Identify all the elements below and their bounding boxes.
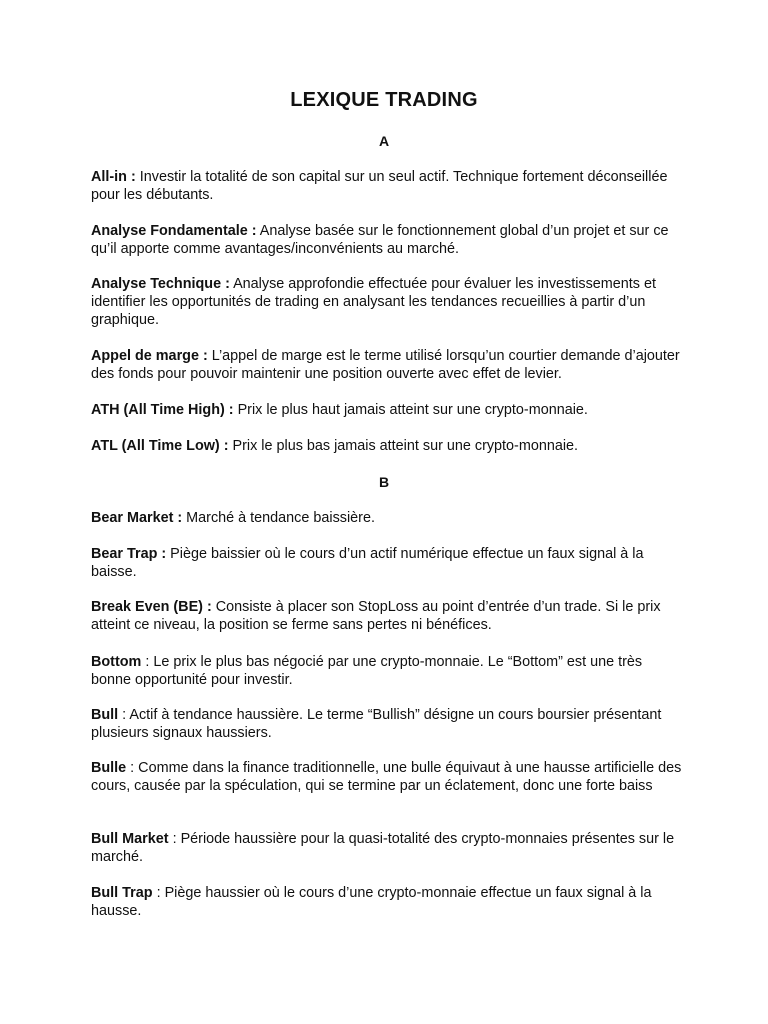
section-letter-b: B: [378, 474, 390, 490]
entry-definition: Investir la totalité de son capital sur un seul actif. Technique fortement déconseillée pour les débutants.: [91, 169, 668, 203]
document-title: LEXIQUE TRADING: [290, 89, 478, 111]
entry-definition: : Période haussière pour la quasi-totalité des crypto-monnaies présentes sur le marché.: [91, 831, 675, 865]
entry-all-in: [91, 168, 683, 204]
entry-definition: Analyse approfondie effectuée pour évaluer les investissements et identifier les opportunités de trading en analysant les tendances recueillies à partir d’un graphique.: [91, 276, 656, 328]
entry-definition: Marché à tendance baissière.: [182, 510, 375, 526]
entry-ath: [91, 401, 683, 419]
section-letter-a: A: [378, 133, 390, 149]
entry-definition: : Piège haussier où le cours d’une crypto-monnaie effectue un faux signal à la hausse.: [91, 885, 652, 919]
entry-term: Bulle: [91, 760, 127, 776]
entry-bottom: [91, 653, 683, 689]
entry-term: Bull Market: [91, 831, 169, 847]
entry-bull-market: [91, 830, 683, 866]
entry-definition: Prix le plus haut jamais atteint sur une crypto-monnaie.: [233, 402, 588, 418]
entry-term: All-in :: [91, 169, 136, 185]
entry-definition: : Comme dans la finance traditionnelle, une bulle équivaut à une hausse artificielle des cours, causée par la spéculation, qui se termine par un éclatement, donc une forte baiss: [91, 760, 682, 794]
entry-term: Break Even (BE) :: [91, 599, 212, 615]
entry-definition: L’appel de marge est le terme utilisé lorsqu’un courtier demande d’ajouter des fonds pour pouvoir maintenir une position ouverte avec effet de levier.: [91, 348, 680, 382]
entry-term: Bull: [91, 707, 119, 723]
entry-break-even: [91, 598, 683, 634]
entry-atl: [91, 437, 683, 455]
entry-definition: : Actif à tendance haussière. Le terme “Bullish” désigne un cours boursier présentant plusieurs signaux haussiers.: [91, 707, 662, 741]
entry-definition: Analyse basée sur le fonctionnement global d’un projet et sur ce qu’il apporte comme avantages/inconvénients au marché.: [91, 223, 669, 257]
entry-definition: Piège baissier où le cours d’un actif numérique effectue un faux signal à la baisse.: [91, 546, 644, 580]
entry-bulle: [91, 759, 683, 795]
entry-term: Bottom: [91, 654, 142, 670]
entry-term: Bear Market :: [91, 510, 183, 526]
entry-definition: Consiste à placer son StopLoss au point d’entrée d’un trade. Si le prix atteint ce niveau, la position se ferme sans pertes ni bénéfices.: [91, 599, 661, 633]
entry-definition: : Le prix le plus bas négocié par une crypto-monnaie. Le “Bottom” est une très bonne opportunité pour investir.: [91, 654, 643, 688]
entry-term: Analyse Fondamentale :: [91, 223, 257, 239]
entry-analyse-technique: [91, 275, 683, 329]
entry-bull: [91, 706, 683, 742]
entry-definition: Prix le plus bas jamais atteint sur une crypto-monnaie.: [228, 438, 579, 454]
entry-term: Bear Trap :: [91, 546, 167, 562]
entry-term: Bull Trap: [91, 885, 153, 901]
entry-term: ATH (All Time High) :: [91, 402, 234, 418]
entry-analyse-fondamentale: [91, 222, 683, 258]
entry-term: ATL (All Time Low) :: [91, 438, 229, 454]
entry-bear-market: [91, 509, 683, 527]
entry-term: Analyse Technique :: [91, 276, 230, 292]
entry-bull-trap: [91, 884, 683, 920]
entry-term: Appel de marge :: [91, 348, 208, 364]
entry-bear-trap: [91, 545, 683, 581]
entry-appel-de-marge: [91, 347, 683, 383]
